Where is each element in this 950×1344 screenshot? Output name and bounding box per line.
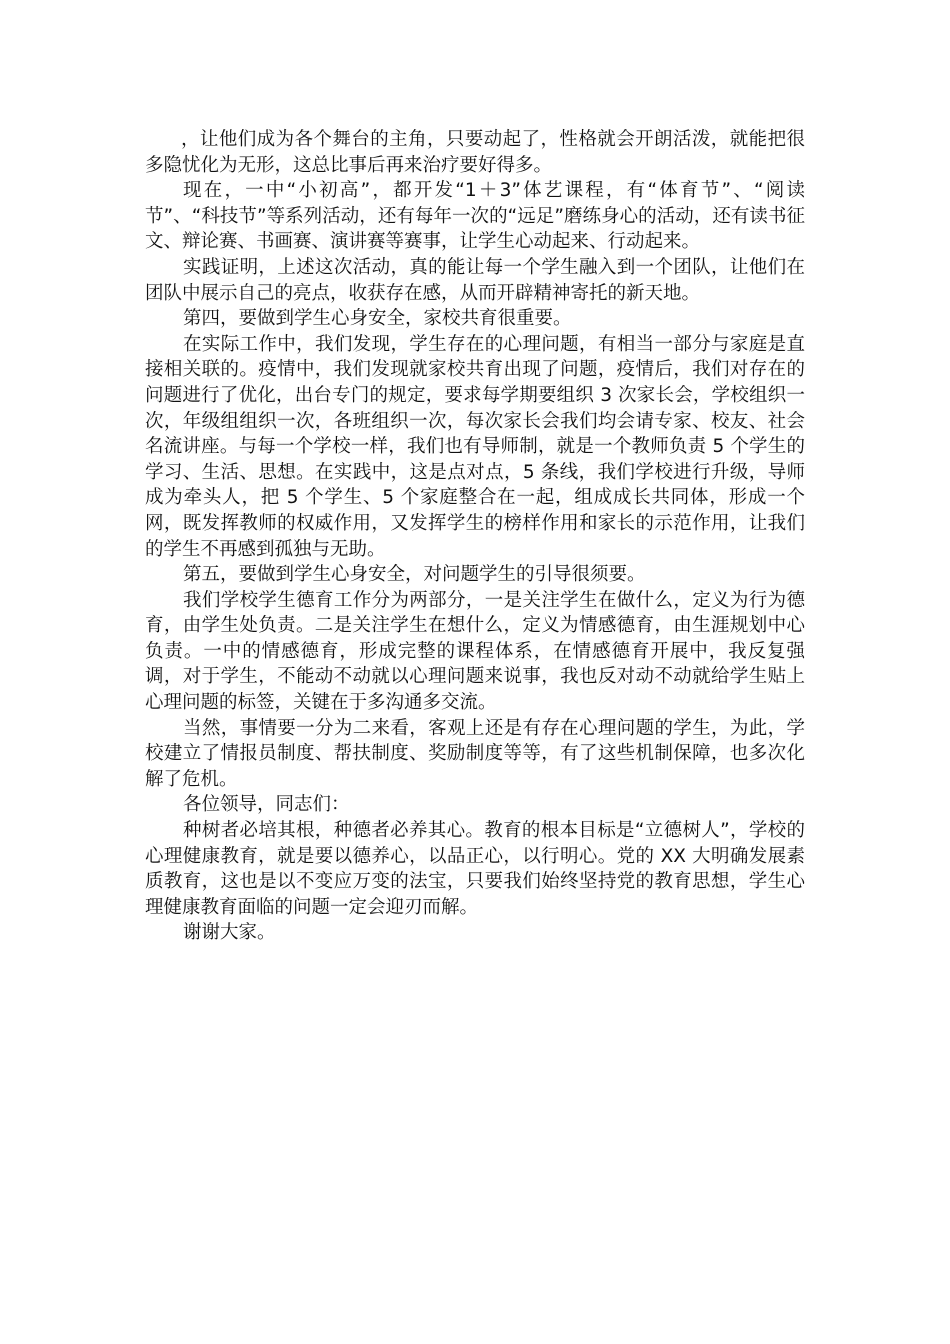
section-heading-5: 第五，要做到学生心身安全，对问题学生的引导很须要。	[183, 564, 646, 586]
document-body	[145, 127, 805, 946]
paragraph-8: 当然，事情要一分为二来看，客观上还是有存在心理问题的学生，为此，学校建立了情报员制度、帮扶制度、奖励制度等等，有了这些机制保障，也多次化解了危机。	[145, 717, 805, 790]
paragraph-10: 种树者必培其根，种德者必养其心。教育的根本目标是“立德树人”，学校的心理健康教育，就是要以德养心，以品正心，以行明心。党的 XX 大明确发展素质教育，这也是以不变应万变的法宝，只要我们始终坚持党的教育思想，学生心理健康教育面临的问题一定会迎刃而解。	[145, 820, 805, 918]
section-heading-4: 第四，要做到学生心身安全，家校共育很重要。	[183, 308, 572, 330]
paragraph-2: 现在，一中“小初高”，都开发“1＋3”体艺课程，有“体育节”、“阅读节”、“科技节”等系列活动，还有每年一次的“远足”磨练身心的活动，还有读书征文、辩论赛、书画赛、演讲赛等赛事，让学生心动起来、行动起来。	[145, 180, 805, 253]
salutation: 各位领导，同志们：	[183, 794, 350, 816]
paragraph-7: 我们学校学生德育工作分为两部分，一是关注学生在做什么，定义为行为德育，由学生处负责。二是关注学生在想什么，定义为情感德育，由生涯规划中心负责。一中的情感德育，形成完整的课程体系，在情感德育开展中，我反复强调，对于学生，不能动不动就以心理问题来说事，我也反对动不动就给学生贴上心理问题的标签，关键在于多沟通多交流。	[145, 589, 805, 714]
paragraph-3: 实践证明，上述这次活动，真的能让每一个学生融入到一个团队，让他们在团队中展示自己的亮点，收获存在感，从而开辟精神寄托的新天地。	[145, 256, 805, 304]
closing: 谢谢大家。	[183, 922, 276, 944]
paragraph-5: 在实际工作中，我们发现，学生存在的心理问题，有相当一部分与家庭是直接相关联的。疫情中，我们发现就家校共育出现了问题，疫情后，我们对存在的问题进行了优化，出台专门的规定，要求每学期要组织 3 次家长会，学校组织一次，年级组组织一次，各班组织一次，每次家长会我们均会请专家、校友、社会名流讲座。与每一个学校一样，我们也有导师制，就是一个教师负责 5 个学生的学习、生活、思想。在实践中，这是点对点，5 条线，我们学校进行升级，导师成为牵头人，把 5 个学生、5 个家庭整合在一起，组成成长共同体，形成一个网，既发挥教师的权威作用，又发挥学生的榜样作用和家长的示范作用，让我们的学生不再感到孤独与无助。	[145, 333, 805, 560]
paragraph-1: ，让他们成为各个舞台的主角，只要动起了，性格就会开朗活泼，就能把很多隐忧化为无形，这总比事后再来治疗要好得多。	[145, 129, 805, 176]
